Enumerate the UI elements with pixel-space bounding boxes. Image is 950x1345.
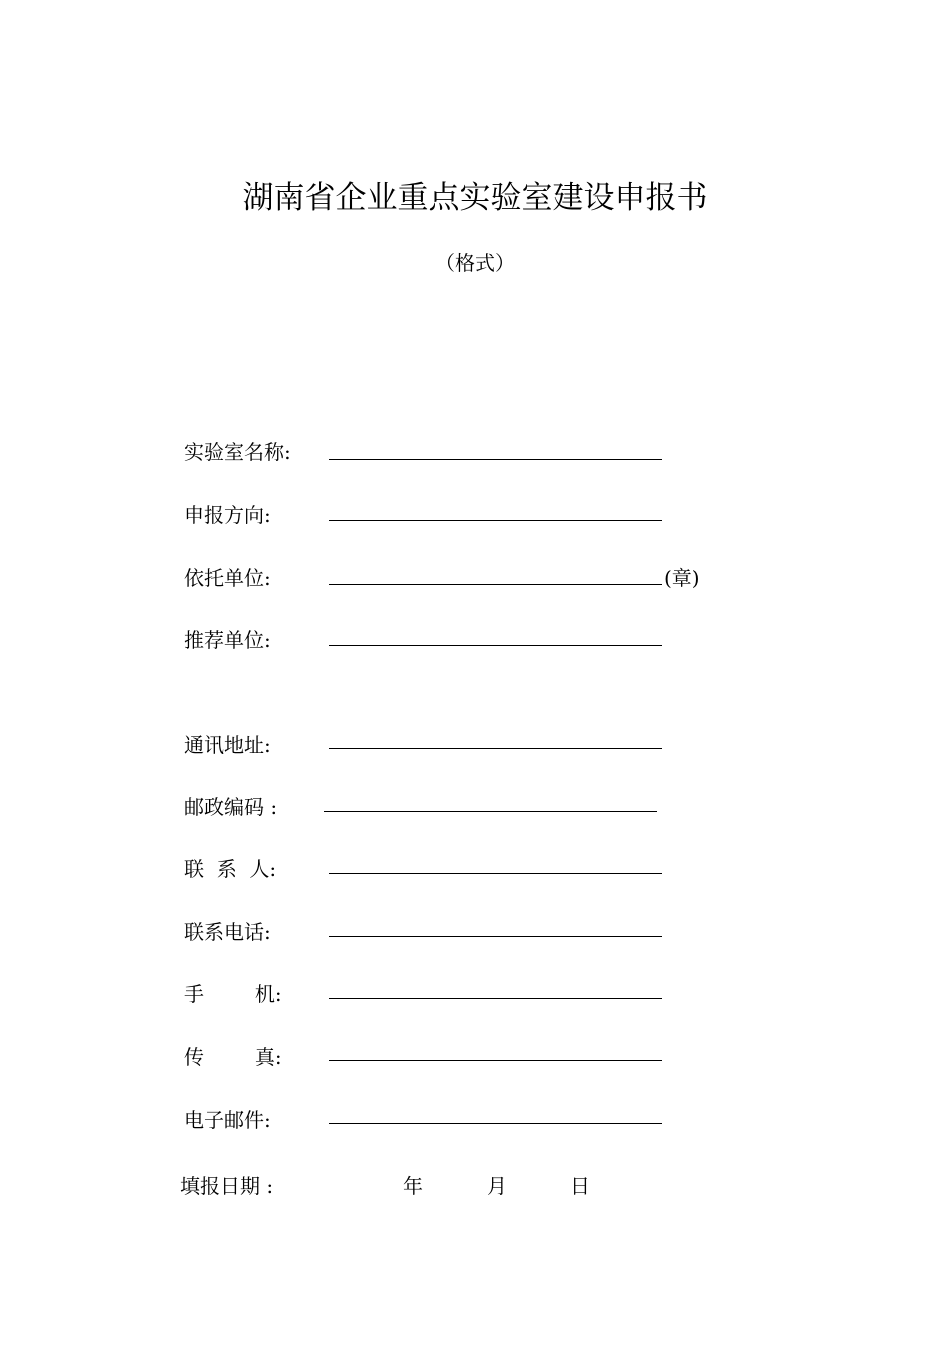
contact-phone-field[interactable] — [329, 936, 662, 937]
contact-person-field[interactable] — [329, 873, 662, 874]
mailing-address-label: 通讯地址: — [184, 733, 271, 757]
seal-note: (章) — [664, 566, 700, 590]
contact-phone-label: 联系电话: — [184, 920, 271, 944]
document-title: 湖南省企业重点实验室建设申报书 — [242, 180, 708, 216]
fax-field[interactable] — [329, 1060, 662, 1061]
email-field[interactable] — [329, 1123, 662, 1124]
fill-date-label: 填报日期 : — [180, 1174, 274, 1198]
lab-name-field[interactable] — [329, 459, 662, 460]
lab-name-label: 实验室名称: — [184, 440, 291, 464]
date-day-label: 日 — [570, 1174, 590, 1198]
mailing-address-field[interactable] — [329, 748, 662, 749]
postal-code-label: 邮政编码 : — [184, 795, 278, 819]
contact-person-label: 联 系 人: — [184, 857, 277, 881]
date-month-label: 月 — [487, 1174, 507, 1198]
mobile-label: 手 机: — [184, 982, 282, 1006]
host-unit-field[interactable] — [329, 584, 662, 585]
date-year-label: 年 — [403, 1174, 423, 1198]
mobile-field[interactable] — [329, 998, 662, 999]
postal-code-field[interactable] — [324, 811, 657, 812]
document-subtitle: （格式） — [435, 251, 515, 275]
recommending-unit-label: 推荐单位: — [184, 628, 271, 652]
recommending-unit-field[interactable] — [329, 645, 662, 646]
fax-label: 传 真: — [184, 1045, 282, 1069]
host-unit-label: 依托单位: — [184, 566, 271, 590]
application-direction-field[interactable] — [329, 520, 662, 521]
email-label: 电子邮件: — [184, 1108, 271, 1132]
application-direction-label: 申报方向: — [184, 503, 271, 527]
